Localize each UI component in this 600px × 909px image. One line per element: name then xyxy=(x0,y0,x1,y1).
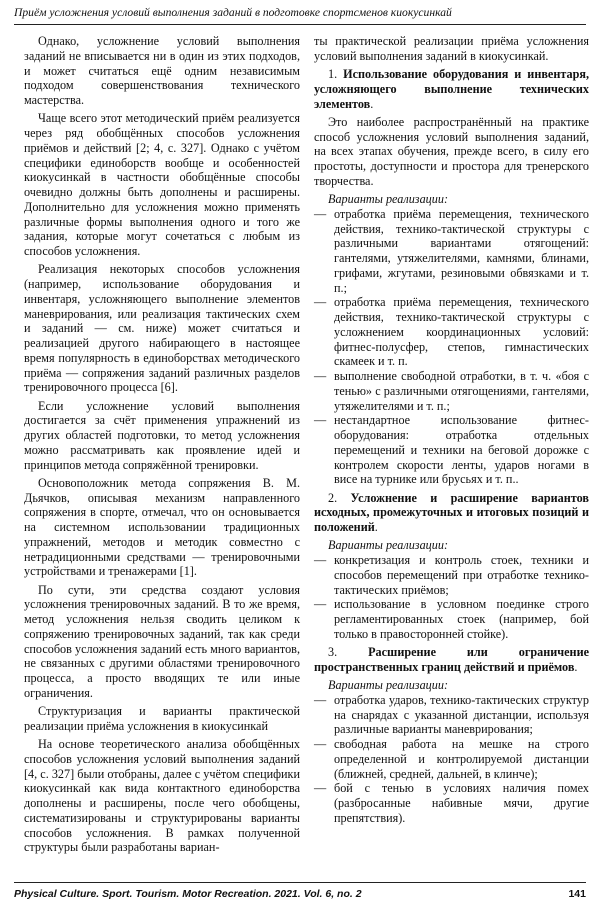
list-item: — нестандартное использование фитнес-оборудования: отработка отдельных перемещений и техники на беговой дорожке с контролем скорости ленты, ударов ногами в висе на турнике или брусьях и т. п.. xyxy=(314,413,589,487)
section-title: Усложнение и расширение вариантов исходных, промежуточных и итоговых позиций и положений xyxy=(314,490,589,534)
paragraph: Основоположник метода сопряжения В. М. Дьячков, описывая механизм направленного сопряжения в спорте, отмечал, что он основывается на системном использовании традиционных упражнений, методов и методик совместно с нетрадиционными средствами — тренировочными устройствами и тренажерами [1]. xyxy=(24,475,300,579)
page-number: 141 xyxy=(568,888,586,900)
paragraph-continuation: ты практической реализации приёма усложнения условий выполнения заданий в киокусинкай. xyxy=(314,34,589,63)
list-item: — выполнение свободной отработки, в т. ч. «боя с тенью» с различными отягощениями, гантелями, утяжелителями и т. п.; xyxy=(314,369,589,413)
list-item: — использование в условном поединке строго регламентированных стоек (например, бой только в правосторонней стойке). xyxy=(314,597,589,641)
variants-list-2 xyxy=(314,553,589,642)
section-title: Использование оборудования и инвентаря, усложняющего выполнение технических элементов xyxy=(314,67,589,111)
right-column xyxy=(314,34,589,829)
section-title: Расширение или ограничение пространственных границ действий и приёмов xyxy=(314,645,590,674)
running-head xyxy=(14,6,586,25)
left-column xyxy=(24,34,300,859)
variants-list-3 xyxy=(314,693,589,826)
paragraph: Чаще всего этот методический приём реализуется через ряд обобщённых способов усложнения приёмов и действий [2; 4, с. 327]. Однако с учётом специфики единоборств вообще и особенностей киокусинкай в частности обобщённые способы очевидно должны быть дополнены и расширены. Дополнительно для усложнения можно применять различные формы выполнения одного и того же задания, которые могут сочетаться с любым из способов усложнения. xyxy=(24,111,300,258)
section-heading-1 xyxy=(314,67,589,111)
list-item: — отработка приёма перемещения, технического действия, технико-тактической структуры с усложнением координационных условий: фитнес-полусфер, степов, гимнастических скамеек и т. п. xyxy=(314,295,589,369)
paragraph: По сути, эти средства создают условия усложнения тренировочных заданий. В то же время, метод усложнения нельзя сводить целиком к сопряжению тренировочных заданий, так как среди способов усложнения заданий есть много вариантов, не связанных с другими областями тренировочного процесса, а просто вводящих те или иные ограничения. xyxy=(24,582,300,700)
running-title: Приём усложнения условий выполнения заданий в подготовке спортсменов киокусинкай xyxy=(14,6,452,19)
paragraph: Если усложнение условий выполнения достигается за счёт применения упражнений из других областей подготовки, то метод усложнения можно рассматривать как проявление идей и принципов метода сопряжённой тренировки. xyxy=(24,398,300,472)
list-item: — отработка ударов, технико-тактических структур на снарядах с указанной дистанции, используя различные варианты маневрирования; xyxy=(314,693,589,737)
section-number: 1. xyxy=(328,67,338,81)
variants-label: Варианты реализации: xyxy=(328,678,449,692)
paragraph: На основе теоретического анализа обобщённых способов усложнения условий выполнения заданий [4, с. 327] были отобраны, далее с учётом специфики киокусинкай как вида контактного единоборства дополнены и расширены, после чего обобщены, систематизированы и структурированы варианты способов усложнения. В рамках полученной структуры были разработаны вариан- xyxy=(24,737,300,855)
section-tail: . xyxy=(370,96,374,111)
section-tail: . xyxy=(574,659,578,674)
list-item: — бой с тенью в условиях наличия помех (разбросанные набивные мячи, другие препятствия). xyxy=(314,781,589,825)
page-footer xyxy=(14,882,586,903)
variants-list-1 xyxy=(314,207,589,487)
section-tail: . xyxy=(374,520,378,534)
variants-label: Варианты реализации: xyxy=(328,192,449,206)
paragraph: Однако, усложнение условий выполнения заданий не вписывается ни в один из этих подходов, и может считаться ещё одним независимым подходом совершенствования технического мастерства. xyxy=(24,34,300,107)
list-item: — конкретизация и контроль стоек, техники и способов перемещений при отработке технико-тактических приёмов; xyxy=(314,553,589,597)
journal-citation: Physical Culture. Sport. Tourism. Motor Recreation. 2021. Vol. 6, no. 2 xyxy=(14,888,362,900)
section-heading-3 xyxy=(314,645,589,675)
paragraph: Структуризация и варианты практической реализации приёма усложнения в киокусинкай xyxy=(24,704,300,733)
section-number: 2. xyxy=(328,490,338,505)
variants-label: Варианты реализации: xyxy=(328,538,449,553)
list-item: — отработка приёма перемещения, технического действия, технико-тактической структуры с различными вариантами отягощений: гантелями, утяжелителями, камнями, блинами, грифами, жгутами, резиновыми обвязками и т. п.; xyxy=(314,207,589,296)
list-item: — свободная работа на мешке на строго определенной и контролируемой дистанции (ближней, средней, дальней, в клинче); xyxy=(314,737,589,781)
section-heading-2 xyxy=(314,491,589,535)
section-number: 3. xyxy=(328,645,338,659)
paragraph: Это наиболее распространённый на практике способ усложнения условий выполнения заданий, на всех этапах обучения, прежде всего, в силу его простоты, доступности и простора для тренерского творчества. xyxy=(314,114,589,188)
paragraph: Реализация некоторых способов усложнения (например, использование оборудования и инвентаря, усложняющего выполнение элементов маневрирования, или реализация тактических схем и заданий — см. ниже) может считаться и реализацией другого набирающего в настоящее время популярность в единоборствах методического приёма — сопряжения заданий различных разделов тренировочного процесса [6]. xyxy=(24,262,300,395)
